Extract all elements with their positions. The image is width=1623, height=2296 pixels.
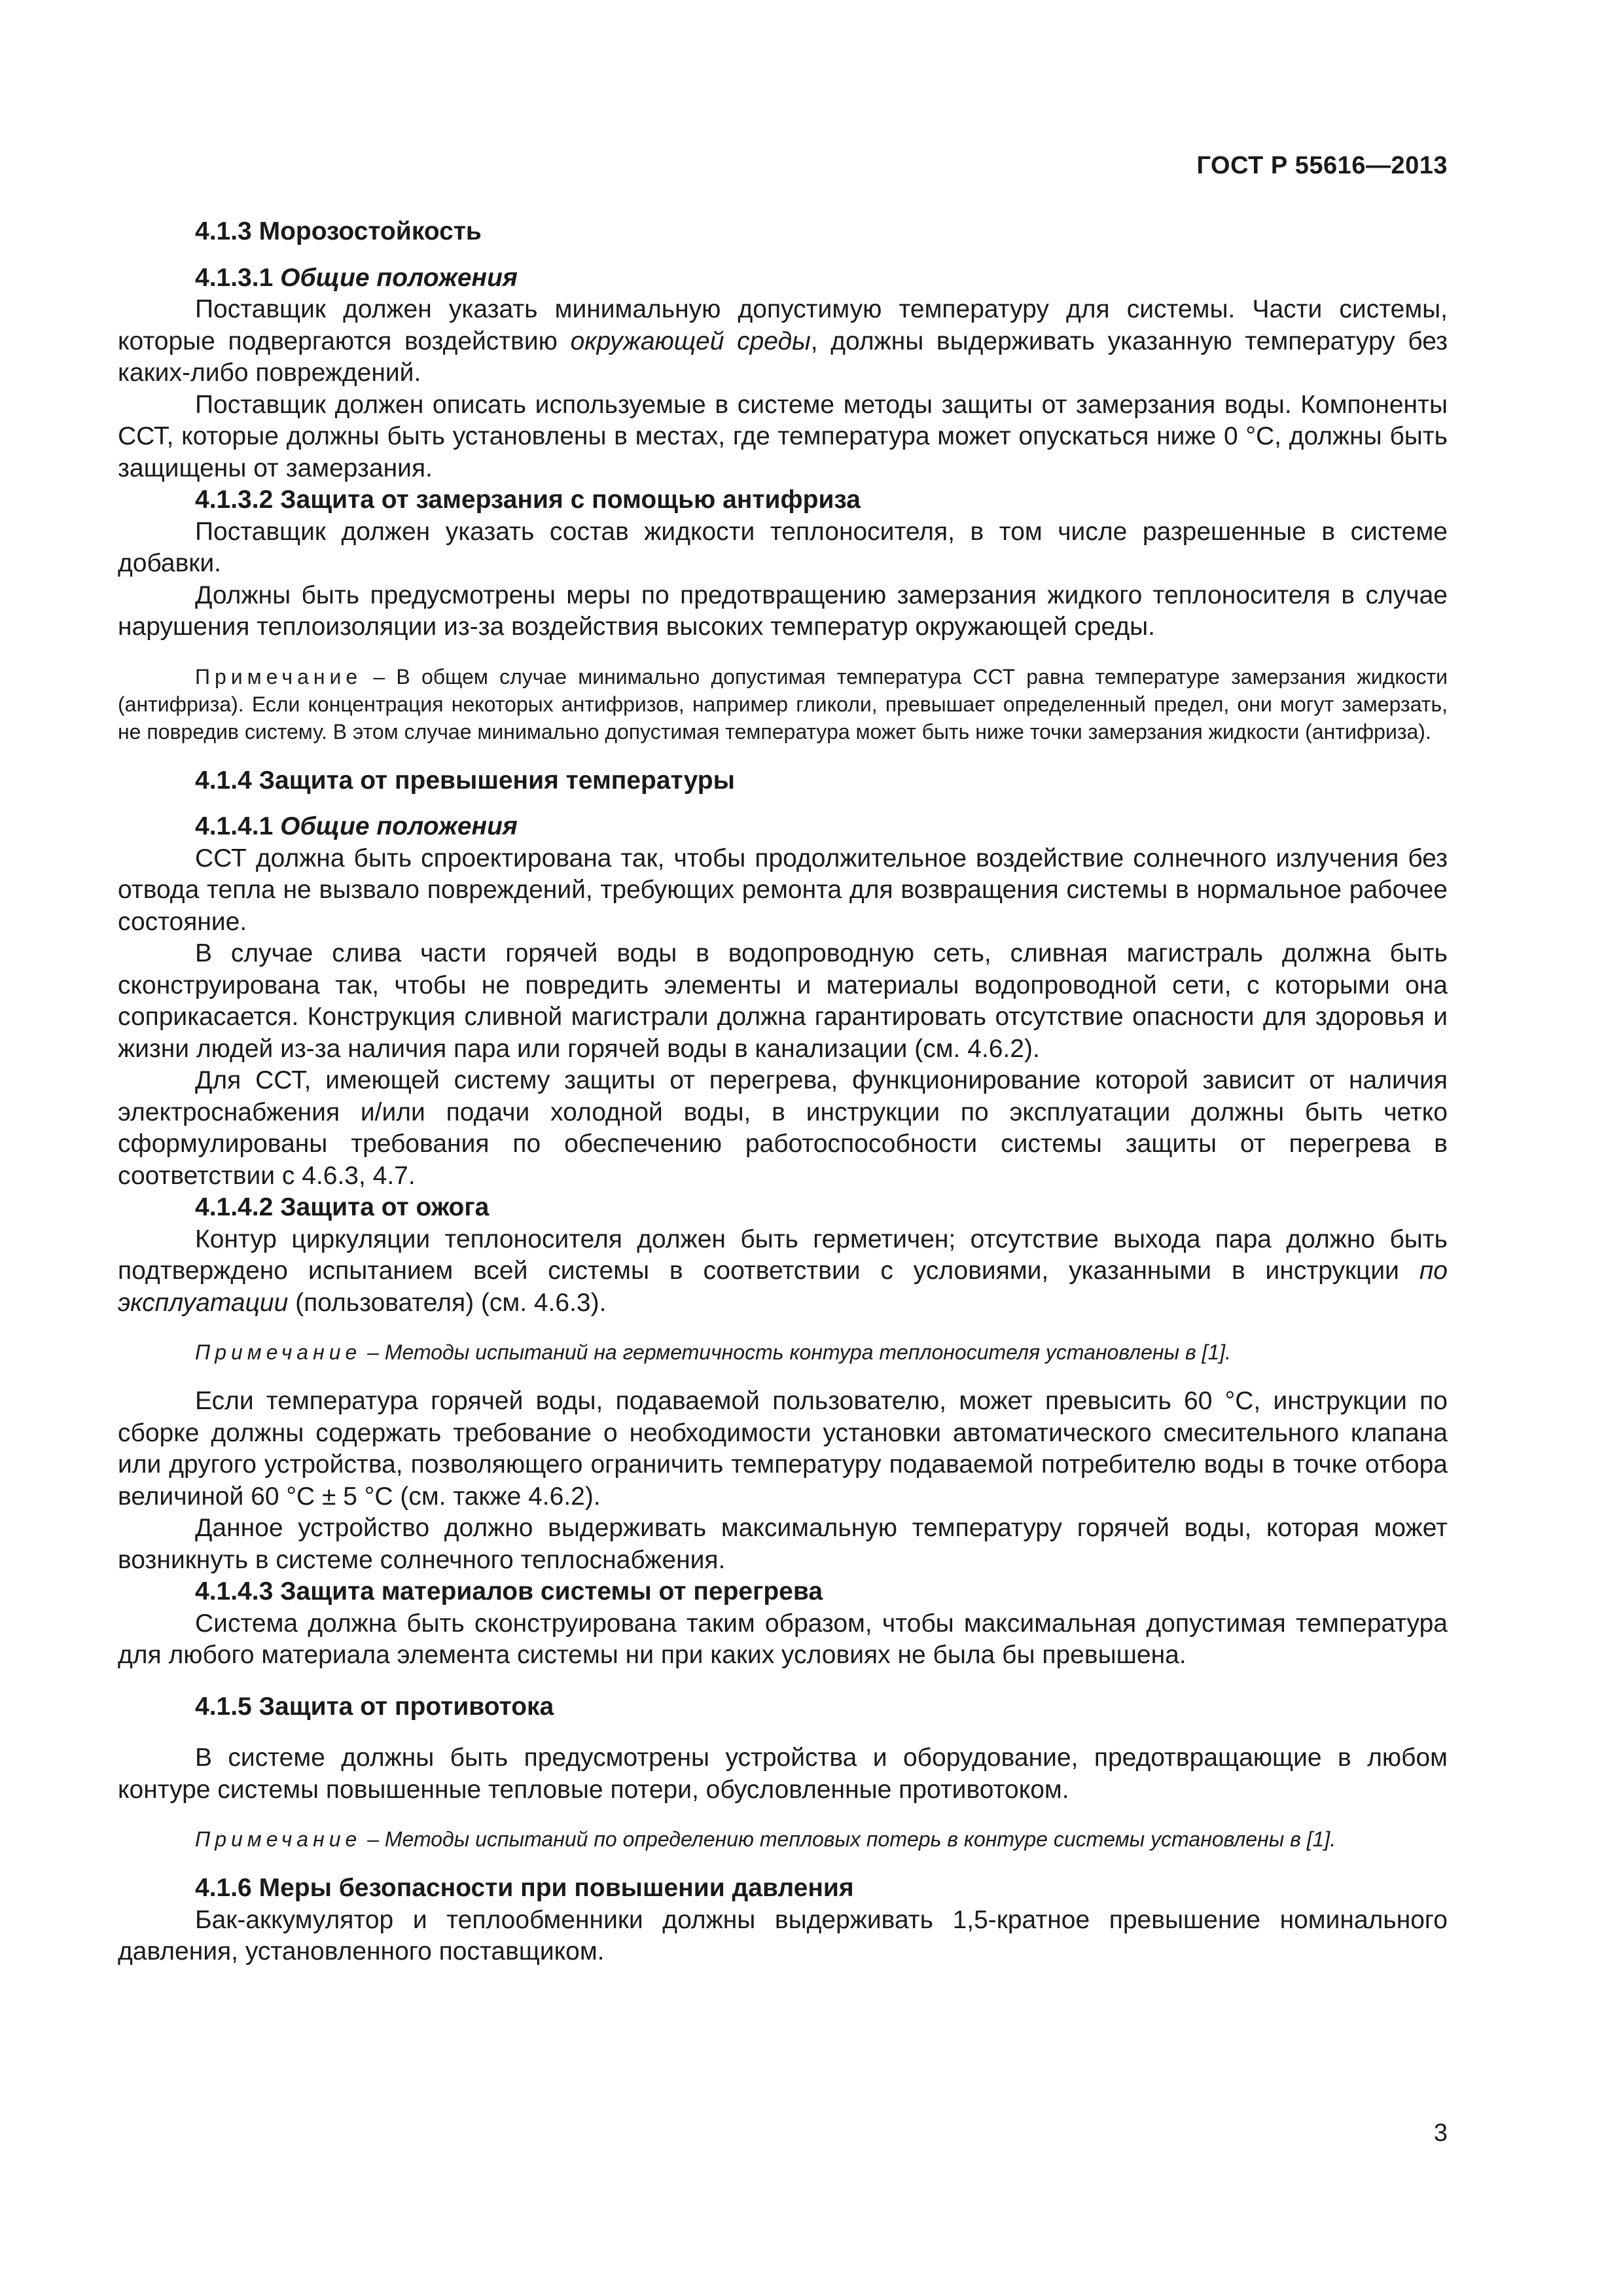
section-heading-4-1-4-1 [118, 811, 1448, 843]
note [118, 1338, 1448, 1366]
paragraph: Система должна быть сконструирована таким образом, чтобы максимальная допустимая температура для любого материала элемента системы ни при каких условиях не была бы превышена. [118, 1609, 1448, 1669]
note [118, 1825, 1448, 1853]
note-text: – Методы испытаний по определению тепловых потерь в контуре системы установлены в [1]. [361, 1827, 1336, 1851]
section-heading-4-1-3-1 [118, 262, 1448, 295]
paragraph: ССТ должна быть спроектирована так, чтобы продолжительное воздействие солнечного излучения без отвода тепла не вызвало повреждений, требующих ремонта для возвращения системы в нормальное рабочее состояние. [118, 844, 1448, 936]
document-body [118, 216, 1448, 1968]
paragraph: Бак-аккумулятор и теплообменники должны выдерживать 1,5-кратное превышение номинального давления, установленного поставщиком. [118, 1905, 1448, 1965]
paragraph-text: (пользователя) (см. 4.6.3). [288, 1288, 607, 1317]
term-italic: по эксплуатации [118, 1257, 1448, 1317]
section-heading-4-1-6: 4.1.6 Меры безопасности при повышении давления [195, 1874, 854, 1902]
section-heading-4-1-3-2: 4.1.3.2 Защита от замерзания с помощью антифриза [195, 486, 861, 514]
term-italic: окружающей среды [570, 327, 811, 355]
note-label: Примечание [195, 1340, 362, 1364]
paragraph: В системе должны быть предусмотрены устройства и оборудование, предотвращающие в любом контуре системы повышенные тепловые потери, обусловленные противотоком. [118, 1744, 1448, 1804]
standard-code: ГОСТ Р 55616—2013 [1196, 152, 1448, 179]
paragraph: Данное устройство должно выдерживать максимальную температуру горячей воды, которая может возникнуть в системе солнечного теплоснабжения. [118, 1514, 1448, 1574]
page-number: 3 [1433, 2119, 1448, 2147]
paragraph: Поставщик должен указать состав жидкости теплоносителя, в том числе разрешенные в системе добавки. [118, 517, 1448, 577]
note-text: – В общем случае минимально допустимая температура ССТ равна температуре замерзания жидкости (антифриза). Если концентрация некоторых антифризов, например гликоли, превышает определенный предел, они могут замерзать, не повредив систему. В этом случае минимально допустимая температура может быть ниже точки замерзания жидкости (антифриза). [118, 664, 1448, 744]
section-heading-4-1-4-2: 4.1.4.2 Защита от ожога [195, 1193, 490, 1221]
section-heading-4-1-5: 4.1.5 Защита от противотока [195, 1692, 554, 1721]
note [118, 663, 1448, 745]
note-text: – Методы испытаний на герметичность контура теплоносителя установлены в [1]. [361, 1340, 1232, 1364]
section-title: Общие положения [280, 263, 518, 292]
paragraph-text: , должны выдерживать указанную температуру без каких-либо повреждений. [118, 327, 1448, 387]
paragraph: Для ССТ, имеющей систему защиты от перегрева, функционирование которой зависит от наличия электроснабжения и/или подачи холодной воды, в инструкции по эксплуатации должны быть четко сформулированы требования по обеспечению работоспособности системы защиты от перегрева в соответствии с 4.6.3, 4.7. [118, 1066, 1448, 1190]
section-number: 4.1.4.1 [195, 812, 281, 840]
section-heading-4-1-4-3: 4.1.4.3 Защита материалов системы от перегрева [195, 1577, 823, 1605]
section-number: 4.1.3.1 [195, 263, 281, 292]
note-label: Примечание [195, 664, 363, 689]
paragraph-text: Контур циркуляции теплоносителя должен быть герметичен; отсутствие выхода пара должно быть подтверждено испытанием всей системы в соответствии с условиями, указанными в инструкции [118, 1225, 1448, 1285]
paragraph: Должны быть предусмотрены меры по предотвращению замерзания жидкого теплоносителя в случае нарушения теплоизоляции из-за воздействия высоких температур окружающей среды. [118, 581, 1448, 641]
paragraph [118, 294, 1448, 389]
section-heading-4-1-4: 4.1.4 Защита от превышения температуры [195, 766, 735, 795]
section-heading-4-1-3: 4.1.3 Морозостойкость [195, 217, 482, 245]
paragraph [118, 1224, 1448, 1319]
paragraph: В случае слива части горячей воды в водопроводную сеть, сливная магистраль должна быть сконструирована так, чтобы не повредить элементы и материалы водопроводной сети, с которыми она соприкасается. Конструкция сливной магистрали должна гарантировать отсутствие опасности для здоровья и жизни людей из-за наличия пара или горячей воды в канализации (см. 4.6.2). [118, 939, 1448, 1063]
paragraph-text: Поставщик должен указать минимальную допустимую температуру для системы. Части системы, которые подвергаются воздействию [118, 295, 1448, 355]
section-title: Общие положения [280, 812, 518, 840]
paragraph: Если температура горячей воды, подаваемой пользователю, может превысить 60 °С, инструкции по сборке должны содержать требование о необходимости установки автоматического смесительного клапана или другого устройства, позволяющего ограничить температуру подаваемой потребителю воды в точке отбора величиной 60 °С ± 5 °С (см. также 4.6.2). [118, 1387, 1448, 1511]
paragraph: Поставщик должен описать используемые в системе методы защиты от замерзания воды. Компоненты ССТ, которые должны быть установлены в местах, где температура может опускаться ниже 0 °С, должны быть защищены от замерзания. [118, 390, 1448, 482]
note-label: Примечание [195, 1827, 362, 1851]
